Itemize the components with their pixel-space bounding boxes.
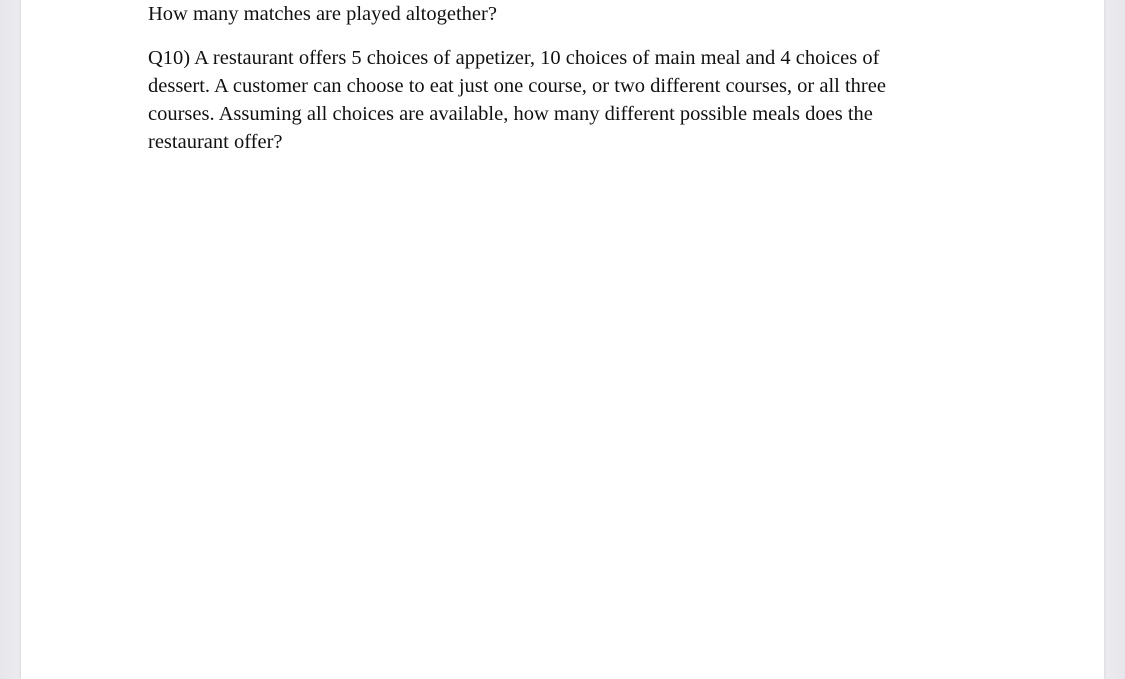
question-10-line-2: dessert. A customer can choose to eat just one course, or two different courses, or all three (148, 75, 886, 97)
question-10 (148, 44, 948, 156)
previous-question-text: How many matches are played altogether? (148, 3, 497, 25)
question-10-line-3: courses. Assuming all choices are available, how many different possible meals does the (148, 103, 873, 125)
question-10-line-1: Q10) A restaurant offers 5 choices of appetizer, 10 choices of main meal and 4 choices of (148, 47, 880, 69)
question-10-line-4: restaurant offer? (148, 131, 283, 153)
document-page (21, 0, 1104, 679)
